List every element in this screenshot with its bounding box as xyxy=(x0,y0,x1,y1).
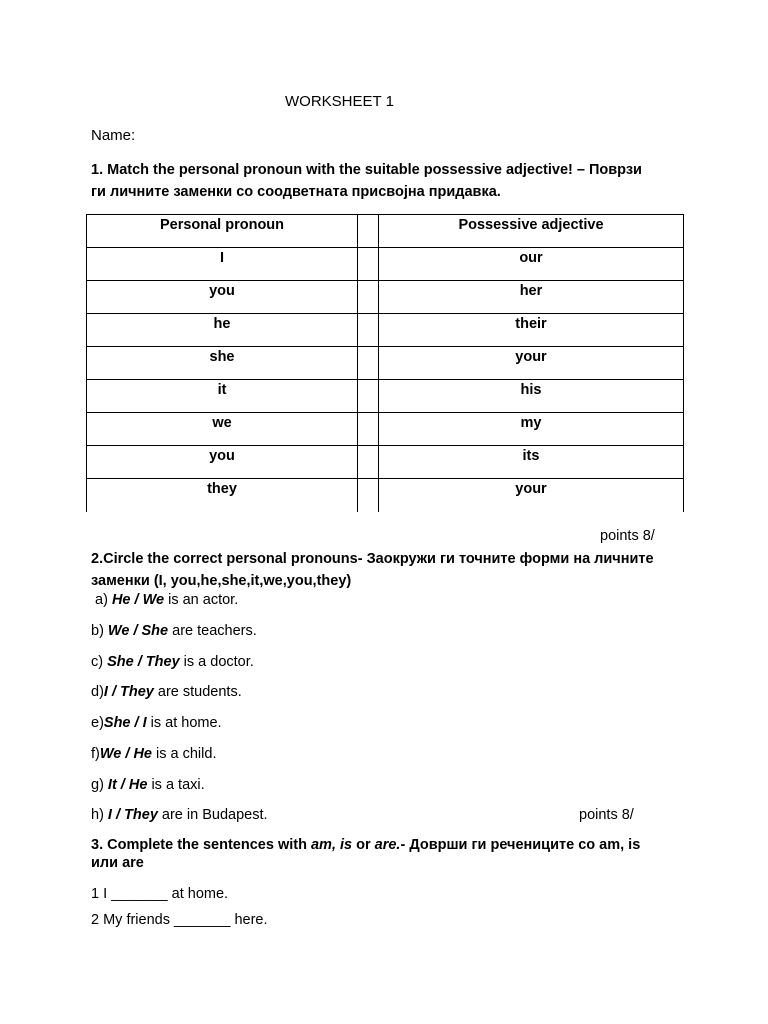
item-rest: are teachers. xyxy=(168,623,257,639)
header-possessive-adjective: Possessive adjective xyxy=(379,215,684,248)
spacer-cell xyxy=(358,215,379,248)
item-rest: is at home. xyxy=(146,715,222,731)
option-1[interactable]: It xyxy=(107,777,117,793)
pronoun-cell: he xyxy=(87,314,358,347)
question-3-heading xyxy=(91,836,640,872)
exercise-item xyxy=(91,654,254,670)
option-separator: / xyxy=(129,623,142,639)
item-rest: is an actor. xyxy=(164,592,239,608)
spacer-cell xyxy=(358,446,379,479)
name-label: Name: xyxy=(91,127,136,144)
adjective-cell: my xyxy=(379,413,684,446)
item-prefix: g) xyxy=(91,777,108,793)
option-1[interactable]: He xyxy=(111,592,131,608)
question-1-line-1: 1. Match the personal pronoun with the suitable possessive adjective! – Поврзи xyxy=(91,162,642,178)
exercise-item xyxy=(91,592,238,608)
option-1[interactable]: We xyxy=(107,623,130,639)
option-separator: / xyxy=(133,654,146,670)
header-personal-pronoun: Personal pronoun xyxy=(87,215,358,248)
question-1-points: points 8/ xyxy=(600,528,655,544)
pronoun-cell: it xyxy=(87,380,358,413)
question-1-heading xyxy=(91,159,642,203)
option-2[interactable]: They xyxy=(124,807,158,823)
table-row xyxy=(87,479,684,512)
spacer-cell xyxy=(358,479,379,512)
question-2-points: points 8/ xyxy=(579,807,634,823)
question-3-line-1 xyxy=(91,836,640,854)
item-prefix: h) xyxy=(91,807,108,823)
option-separator: / xyxy=(116,777,129,793)
pronoun-cell: I xyxy=(87,248,358,281)
pronoun-cell: you xyxy=(87,446,358,479)
option-separator: / xyxy=(130,592,143,608)
pronoun-cell: she xyxy=(87,347,358,380)
sentence-2[interactable]: 2 My friends _______ here. xyxy=(91,912,268,928)
item-prefix: d) xyxy=(91,684,104,700)
option-1[interactable]: I xyxy=(103,684,108,700)
option-separator: / xyxy=(121,746,134,762)
exercise-item xyxy=(91,807,268,823)
option-2[interactable]: I xyxy=(142,715,147,731)
table-row xyxy=(87,314,684,347)
option-1[interactable]: We xyxy=(99,746,122,762)
option-2[interactable]: They xyxy=(145,654,180,670)
question-2-line-1: 2.Circle the correct personal pronouns- Заокружи ги точните форми на личните xyxy=(91,551,654,567)
adjective-cell: its xyxy=(379,446,684,479)
option-2[interactable]: She xyxy=(141,623,169,639)
table-row xyxy=(87,380,684,413)
spacer-cell xyxy=(358,347,379,380)
option-separator: / xyxy=(107,684,121,700)
worksheet-title: WORKSHEET 1 xyxy=(285,93,394,110)
table-header-row xyxy=(87,215,684,248)
spacer-cell xyxy=(358,314,379,347)
table-row xyxy=(87,413,684,446)
adjective-cell: your xyxy=(379,347,684,380)
item-prefix: f) xyxy=(91,746,100,762)
item-rest: is a doctor. xyxy=(179,654,254,670)
option-1[interactable]: I xyxy=(107,807,112,823)
question-1-line-2: ги личните заменки со соодветната присвојна придавка. xyxy=(91,184,501,200)
matching-table xyxy=(86,214,684,512)
pronoun-cell: we xyxy=(87,413,358,446)
adjective-cell: your xyxy=(379,479,684,512)
option-2[interactable]: He xyxy=(128,777,148,793)
item-prefix: c) xyxy=(91,654,108,670)
option-1[interactable]: She xyxy=(107,654,134,670)
option-2[interactable]: They xyxy=(120,684,154,700)
pronoun-cell: they xyxy=(87,479,358,512)
option-separator: / xyxy=(111,807,125,823)
spacer-cell xyxy=(358,281,379,314)
item-prefix: b) xyxy=(91,623,108,639)
exercise-item xyxy=(91,746,216,762)
q3-text-or: or xyxy=(352,837,375,853)
q3-text-part: 3. Complete the sentences with xyxy=(91,837,311,853)
exercise-item xyxy=(91,623,257,639)
spacer-cell xyxy=(358,248,379,281)
q3-text-part: - Доврши ги речениците со am, is xyxy=(400,837,641,853)
adjective-cell: her xyxy=(379,281,684,314)
pronoun-cell: you xyxy=(87,281,358,314)
table-row xyxy=(87,248,684,281)
adjective-cell: our xyxy=(379,248,684,281)
item-prefix: e) xyxy=(91,715,104,731)
item-rest: are in Budapest. xyxy=(157,807,268,823)
matching-table-wrapper xyxy=(86,214,683,521)
adjective-cell: his xyxy=(379,380,684,413)
question-2-line-2: заменки (I, you,he,she,it,we,you,they) xyxy=(91,573,352,589)
table-row xyxy=(87,446,684,479)
spacer-cell xyxy=(358,380,379,413)
exercise-item xyxy=(91,684,242,700)
item-rest: are students. xyxy=(153,684,242,700)
exercise-item xyxy=(91,715,222,731)
table-row xyxy=(87,281,684,314)
q3-words-am-is: am, is xyxy=(310,837,353,853)
spacer-cell xyxy=(358,413,379,446)
item-rest: is a taxi. xyxy=(147,777,205,793)
option-2[interactable]: He xyxy=(133,746,152,762)
item-prefix: a) xyxy=(91,592,112,608)
option-1[interactable]: She xyxy=(103,715,131,731)
table-row xyxy=(87,347,684,380)
exercise-item xyxy=(91,777,205,793)
question-2-heading xyxy=(91,548,654,592)
q3-word-are: are. xyxy=(374,837,401,853)
adjective-cell: their xyxy=(379,314,684,347)
item-rest: is a child. xyxy=(152,746,217,762)
option-separator: / xyxy=(130,715,143,731)
option-2[interactable]: We xyxy=(142,592,165,608)
sentence-1[interactable]: 1 I _______ at home. xyxy=(91,886,229,902)
question-3-line-2: или are xyxy=(91,855,144,871)
